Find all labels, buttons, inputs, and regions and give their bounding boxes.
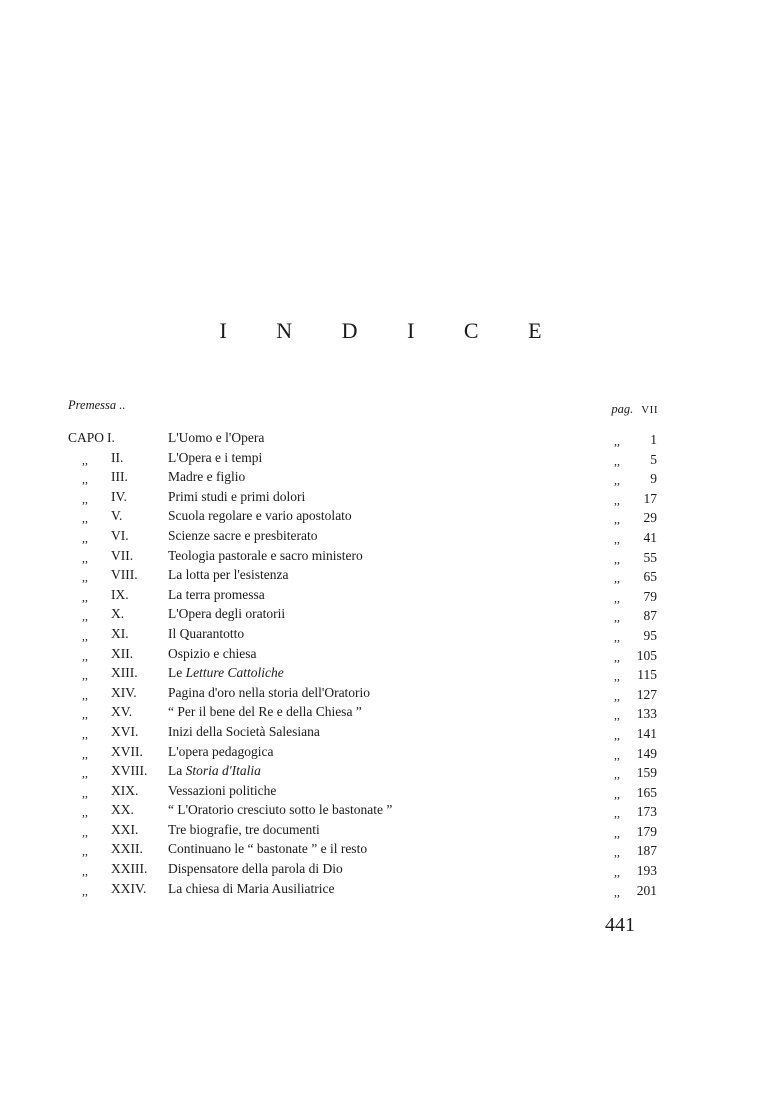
toc-row	[0, 861, 761, 881]
chapter-title	[168, 763, 261, 779]
ditto-mark: ,,	[82, 570, 88, 585]
ditto-mark: ,,	[82, 452, 88, 467]
chapter-page-number: 87	[643, 608, 657, 624]
chapter-numeral: XX.	[111, 802, 134, 818]
toc-row	[0, 783, 761, 803]
toc-row	[0, 528, 761, 548]
premessa-page-number: VII	[641, 404, 658, 416]
chapter-numeral: XVIII.	[111, 763, 148, 779]
capo-label: CAPO	[68, 430, 105, 445]
chapter-title	[168, 665, 284, 681]
chapter-page-number: 187	[636, 843, 657, 859]
ditto-mark: ,,	[82, 766, 88, 781]
page-ditto-mark: ,,	[614, 649, 620, 664]
chapter-numeral: XXIV.	[111, 880, 147, 896]
chapter-title-italic: Storia d'Italia	[185, 763, 261, 779]
chapter-title: Continuano le “ bastonate ” e il resto	[168, 841, 368, 857]
chapter-title: L'opera pedagogica	[168, 743, 274, 759]
toc-row	[0, 587, 761, 607]
chapter-numeral: XXII.	[111, 841, 143, 857]
page-ditto-mark: ,,	[614, 571, 620, 586]
chapter-page-number: 141	[636, 725, 657, 741]
ditto-mark: ,,	[82, 726, 88, 741]
page-ditto-mark: ,,	[614, 512, 620, 527]
chapter-page-number: 105	[636, 647, 657, 663]
chapter-page-number: 193	[636, 863, 657, 879]
toc-row	[0, 841, 761, 861]
page-ditto-mark: ,,	[614, 708, 620, 723]
toc-row	[0, 548, 761, 568]
toc-row	[0, 646, 761, 666]
chapter-page-number: 115	[637, 667, 657, 683]
chapter-page-number: 127	[636, 686, 657, 702]
toc-row	[0, 763, 761, 783]
chapter-page-number: 165	[636, 784, 657, 800]
chapter-numeral: VI.	[111, 527, 129, 543]
toc-row	[0, 430, 761, 450]
chapter-title: Inizi della Società Salesiana	[168, 723, 320, 739]
ditto-mark: ,,	[82, 609, 88, 624]
chapter-title: L'Uomo e l'Opera	[168, 430, 265, 445]
ditto-mark: ,,	[82, 824, 88, 839]
chapter-title-plain: Le	[168, 665, 186, 681]
page-ditto-mark: ,,	[614, 531, 620, 546]
page-ditto-mark: ,,	[614, 492, 620, 507]
page-ditto-mark: ,,	[614, 767, 620, 782]
chapter-title: Il Quarantotto	[168, 625, 245, 641]
page-ditto-mark: ,,	[614, 688, 620, 703]
chapter-numeral: XIX.	[111, 782, 139, 798]
ditto-mark: ,,	[82, 864, 88, 879]
page-ditto-mark: ,,	[614, 825, 620, 840]
page-ditto-mark: ,,	[614, 727, 620, 742]
ditto-mark: ,,	[82, 805, 88, 820]
chapter-numeral: XXI.	[111, 821, 139, 837]
toc-row	[0, 704, 761, 724]
chapter-title: La lotta per l'esistenza	[168, 567, 289, 583]
chapter-numeral: IV.	[111, 488, 127, 504]
chapter-page-number: 149	[636, 745, 657, 761]
toc-row	[0, 489, 761, 509]
chapter-numeral: XXIII.	[111, 861, 148, 877]
toc-row	[0, 567, 761, 587]
toc-row	[0, 469, 761, 489]
page-ditto-mark: ,,	[614, 473, 620, 488]
table-of-contents	[0, 430, 761, 900]
chapter-title: Scuola regolare e vario apostolato	[168, 508, 352, 524]
chapter-page-number: 95	[643, 627, 657, 643]
ditto-mark: ,,	[82, 746, 88, 761]
chapter-title: “ Per il bene del Re e della Chiesa ”	[168, 704, 362, 720]
chapter-numeral: XI.	[111, 625, 129, 641]
chapter-title: “ L'Oratorio cresciuto sotto le bastonate ”	[168, 802, 393, 818]
chapter-title-plain: La	[168, 763, 186, 779]
page-ditto-mark: ,,	[614, 884, 620, 899]
chapter-title: La terra promessa	[168, 586, 265, 602]
chapter-numeral: XV.	[111, 704, 133, 720]
ditto-mark: ,,	[82, 785, 88, 800]
toc-row	[0, 665, 761, 685]
toc-row	[0, 822, 761, 842]
chapter-numeral: XIII.	[111, 665, 138, 681]
page-ditto-mark: ,,	[614, 610, 620, 625]
ditto-mark: ,,	[82, 511, 88, 526]
chapter-page-number: 65	[643, 569, 657, 585]
chapter-title: Primi studi e primi dolori	[168, 488, 306, 504]
chapter-numeral: II.	[111, 449, 124, 465]
chapter-page-number: 79	[643, 588, 657, 604]
page-ditto-mark: ,,	[614, 669, 620, 684]
chapter-page-number: 5	[650, 451, 657, 467]
chapter-page-number: 29	[643, 510, 657, 526]
premessa-label: Premessa ..	[68, 398, 126, 412]
chapter-page-number: 173	[636, 804, 657, 820]
chapter-page-number: 133	[636, 706, 657, 722]
chapter-title: L'Opera degli oratorii	[168, 606, 286, 622]
chapter-title: Tre biografie, tre documenti	[168, 821, 320, 837]
chapter-title-italic: Letture Cattoliche	[185, 665, 284, 681]
chapter-page-number: 9	[650, 471, 657, 487]
toc-row	[0, 881, 761, 901]
ditto-mark: ,,	[82, 883, 88, 898]
page-number: 441	[605, 914, 635, 936]
chapter-numeral: VII.	[111, 547, 134, 563]
chapter-title: Pagina d'oro nella storia dell'Oratorio	[168, 684, 371, 700]
chapter-title: Vessazioni politiche	[168, 782, 277, 798]
pag-label: pag.	[611, 402, 634, 416]
chapter-numeral: X.	[111, 606, 125, 622]
ditto-mark: ,,	[82, 648, 88, 663]
ditto-mark: ,,	[82, 491, 88, 506]
chapter-title: Scienze sacre e presbiterato	[168, 527, 318, 543]
toc-row	[0, 606, 761, 626]
chapter-numeral: XVII.	[111, 743, 143, 759]
chapter-numeral: VIII.	[111, 567, 138, 583]
chapter-title: Ospizio e chiesa	[168, 645, 257, 661]
ditto-mark: ,,	[82, 589, 88, 604]
ditto-mark: ,,	[82, 472, 88, 487]
chapter-page-number: 1	[650, 432, 657, 447]
toc-row	[0, 626, 761, 646]
chapter-numeral: XVI.	[111, 723, 139, 739]
toc-row	[0, 450, 761, 470]
page-ditto-mark: ,,	[614, 551, 620, 566]
chapter-numeral: IX.	[111, 586, 129, 602]
chapter-page-number: 55	[643, 549, 657, 565]
chapter-numeral: I.	[107, 430, 115, 445]
chapter-title: L'Opera e i tempi	[168, 449, 263, 465]
ditto-mark: ,,	[82, 550, 88, 565]
premessa-page-ref	[611, 402, 658, 417]
ditto-mark: ,,	[82, 844, 88, 859]
toc-row	[0, 724, 761, 744]
chapter-page-number: 17	[643, 490, 657, 506]
ditto-mark: ,,	[82, 707, 88, 722]
page-ditto-mark: ,,	[614, 434, 620, 448]
ditto-mark: ,,	[82, 687, 88, 702]
page-title: I N D I C E	[219, 318, 564, 343]
page-ditto-mark: ,,	[614, 747, 620, 762]
page-ditto-mark: ,,	[614, 590, 620, 605]
page-ditto-mark: ,,	[614, 806, 620, 821]
ditto-mark: ,,	[82, 668, 88, 683]
chapter-page-number: 41	[643, 529, 657, 545]
toc-row	[0, 508, 761, 528]
chapter-title: Dispensatore della parola di Dio	[168, 861, 343, 877]
toc-row	[0, 744, 761, 764]
toc-row	[0, 802, 761, 822]
chapter-title: La chiesa di Maria Ausiliatrice	[168, 880, 335, 896]
ditto-mark: ,,	[82, 628, 88, 643]
chapter-numeral: III.	[111, 469, 128, 485]
page-ditto-mark: ,,	[614, 845, 620, 860]
chapter-numeral: V.	[111, 508, 123, 524]
chapter-numeral: XII.	[111, 645, 134, 661]
page-ditto-mark: ,,	[614, 786, 620, 801]
chapter-title: Madre e figlio	[168, 469, 246, 485]
page-ditto-mark: ,,	[614, 453, 620, 468]
page-ditto-mark: ,,	[614, 629, 620, 644]
chapter-page-number: 201	[636, 882, 657, 898]
chapter-numeral: XIV.	[111, 684, 137, 700]
toc-row	[0, 685, 761, 705]
chapter-page-number: 179	[636, 823, 657, 839]
chapter-title: Teologia pastorale e sacro ministero	[168, 547, 363, 563]
ditto-mark: ,,	[82, 530, 88, 545]
chapter-page-number: 159	[636, 765, 657, 781]
page-ditto-mark: ,,	[614, 865, 620, 880]
